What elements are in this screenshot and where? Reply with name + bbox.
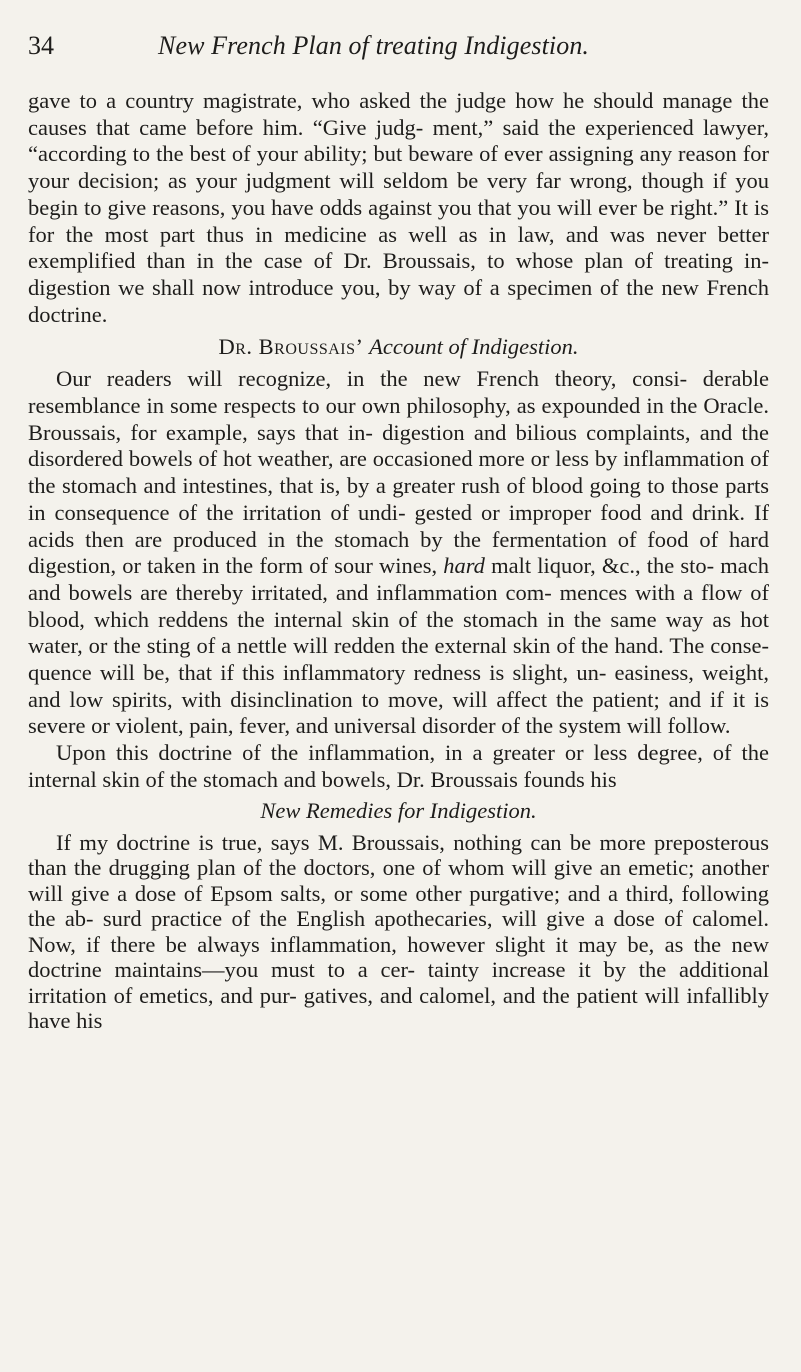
- heading-remedies-title: New Remedies for Indigestion.: [260, 797, 537, 823]
- body-text: [28, 88, 769, 1034]
- heading-title: Account of Indigestion.: [369, 334, 579, 360]
- paragraph-theory-part1: Our readers will recognize, in the new French theory, consi- derable resemblance in some respects to our own philosophy, as expounded in the Oracle. Broussais, for example, says that in- digestion and bilious complaints, and the disordered bowels of hot weather, are occasioned more or less by inflammation of the stomach and intestines, that is, by a greater rush of blood going to those parts in consequence of the irritation of undi- gested or improper food and drink. If acids then are produced in the stomach by the fermentation of food of hard digestion, or taken in the form of sour wines,: [28, 366, 769, 579]
- section-heading-remedies: [28, 798, 769, 824]
- paragraph-theory: [28, 366, 769, 740]
- section-heading-account: [28, 334, 769, 360]
- paragraph-opening: gave to a country magistrate, who asked the judge how he should manage the causes that came before him. “Give judg- ment,” said the experienced lawyer, “according to the best of your ability; but beware of ever assigning any reason for your decision; as your judgment will seldom be very far wrong, though if you begin to give reasons, you have odds against you that you will ever be right.” It is for the most part thus in medicine as well as in law, and was never better exemplified than in the case of Dr. Broussais, to whose plan of treating in- digestion we shall now introduce you, by way of a specimen of the new French doctrine.: [28, 88, 769, 327]
- paragraph-doctrine: Upon this doctrine of the inflammation, in a greater or less degree, of the internal skin of the stomach and bowels, Dr. Broussais founds his: [28, 740, 769, 792]
- paragraph-remedies: If my doctrine is true, says M. Broussais, nothing can be more preposterous than the drugging plan of the doctors, one of whom will give an emetic; another will give a dose of Epsom salts, or some other purgative; and a third, following the ab- surd practice of the English apothecaries, will give a dose of calomel. Now, if there be always inflammation, however slight it may be, as the new doctrine maintains—you must to a cer- tainty increase it by the additional irritation of emetics, and pur- gatives, and calomel, and the patient will infallibly have his: [28, 829, 769, 1034]
- page-header: [28, 26, 768, 66]
- paragraph-theory-part2: malt liquor, &c., the sto- mach and bowels are thereby irritated, and inflammation com- mences with a flow of blood, which reddens the internal skin of the stomach in the same way as hot water, or the sting of a nettle will redden the external skin of the hand. The conse- quence will be, that if this inflammatory redness is slight, un- easiness, weight, and low spirits, with disinclination to move, will affect the patient; and if it is severe or violent, pain, fever, and universal disorder of the system will follow.: [28, 553, 769, 739]
- heading-author: Dr. Broussais’: [218, 334, 364, 360]
- running-title: New French Plan of treating Indigestion.: [158, 31, 590, 60]
- page-number: 34: [28, 31, 54, 60]
- emphasis-hard: hard: [443, 553, 485, 579]
